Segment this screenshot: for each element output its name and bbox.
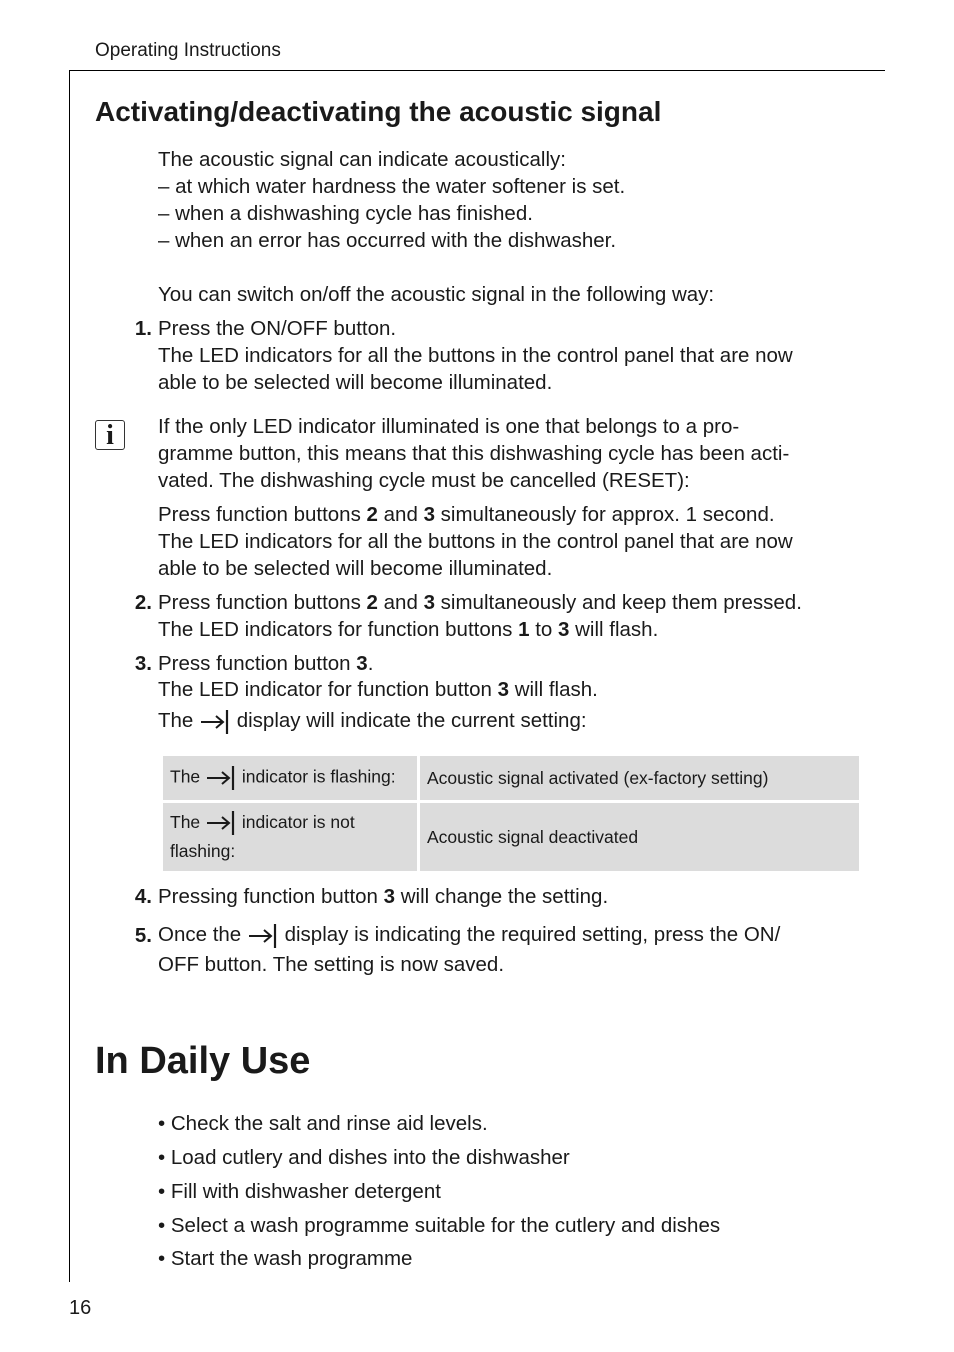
- intro-line: – at which water hardness the water softener is set.: [158, 175, 626, 198]
- arrow-to-bar-icon: [205, 764, 237, 792]
- margin-rule: [69, 70, 70, 1282]
- table-row: [163, 756, 859, 800]
- arrow-to-bar-icon: [199, 708, 231, 736]
- switch-text: You can switch on/off the acoustic signal in the following way:: [158, 283, 715, 306]
- step2-line: The LED indicators for function buttons 1 to 3 will flash.: [158, 618, 659, 641]
- info-line: able to be selected will become illuminated.: [158, 557, 553, 580]
- step1-line: Press the ON/OFF button.: [158, 317, 397, 340]
- intro-line: – when a dishwashing cycle has finished.: [158, 202, 533, 225]
- list-item: • Load cutlery and dishes into the dishwasher: [158, 1146, 570, 1169]
- step4-line: Pressing function button 3 will change the setting.: [158, 885, 609, 908]
- step3-line: The display will indicate the current setting:: [158, 707, 587, 736]
- step-number: 3.: [134, 652, 152, 675]
- step1-line: The LED indicators for all the buttons in the control panel that are now: [158, 344, 793, 367]
- arrow-to-bar-icon: [247, 922, 279, 950]
- step-number: 4.: [134, 885, 152, 908]
- intro-line: – when an error has occurred with the dishwasher.: [158, 229, 617, 252]
- arrow-to-bar-icon: [205, 809, 237, 837]
- info-line: gramme button, this means that this dishwashing cycle has been acti-: [158, 442, 790, 465]
- step5-line: Once the display is indicating the required setting, press the ON/: [158, 921, 780, 950]
- table-row: [163, 803, 859, 871]
- page-number: 16: [69, 1297, 92, 1319]
- table-cell-condition: The indicator is flashing:: [163, 756, 420, 800]
- step3-line: The LED indicator for function button 3 will flash.: [158, 678, 598, 701]
- step-number: 5.: [134, 924, 152, 947]
- step3-line: Press function button 3.: [158, 652, 374, 675]
- list-item: • Select a wash programme suitable for the cutlery and dishes: [158, 1214, 721, 1237]
- step-number: 1.: [134, 317, 152, 340]
- info-icon: i: [95, 420, 125, 450]
- step5-line: OFF button. The setting is now saved.: [158, 953, 505, 976]
- step2-line: Press function buttons 2 and 3 simultaneously and keep them pressed.: [158, 591, 802, 614]
- step-number: 2.: [134, 591, 152, 614]
- info-press-line: Press function buttons 2 and 3 simultaneously for approx. 1 second.: [158, 503, 775, 526]
- step1-line: able to be selected will become illuminated.: [158, 371, 553, 394]
- running-header: Operating Instructions: [95, 40, 281, 61]
- daily-use-heading: In Daily Use: [95, 1040, 311, 1082]
- header-rule: [69, 70, 885, 71]
- table-cell-result: Acoustic signal activated (ex-factory setting): [420, 756, 859, 800]
- section-heading: Activating/deactivating the acoustic signal: [95, 96, 662, 127]
- list-item: • Check the salt and rinse aid levels.: [158, 1112, 488, 1135]
- list-item: • Fill with dishwasher detergent: [158, 1180, 441, 1203]
- list-item: • Start the wash programme: [158, 1247, 413, 1270]
- info-line: vated. The dishwashing cycle must be cancelled (RESET):: [158, 469, 690, 492]
- signal-setting-table: [163, 753, 859, 874]
- info-line: The LED indicators for all the buttons in the control panel that are now: [158, 530, 793, 553]
- table-cell-result: Acoustic signal deactivated: [420, 803, 859, 871]
- intro-line: The acoustic signal can indicate acoustically:: [158, 148, 566, 171]
- info-line: If the only LED indicator illuminated is one that belongs to a pro-: [158, 415, 740, 438]
- table-cell-condition: The indicator is not flashing:: [163, 803, 420, 871]
